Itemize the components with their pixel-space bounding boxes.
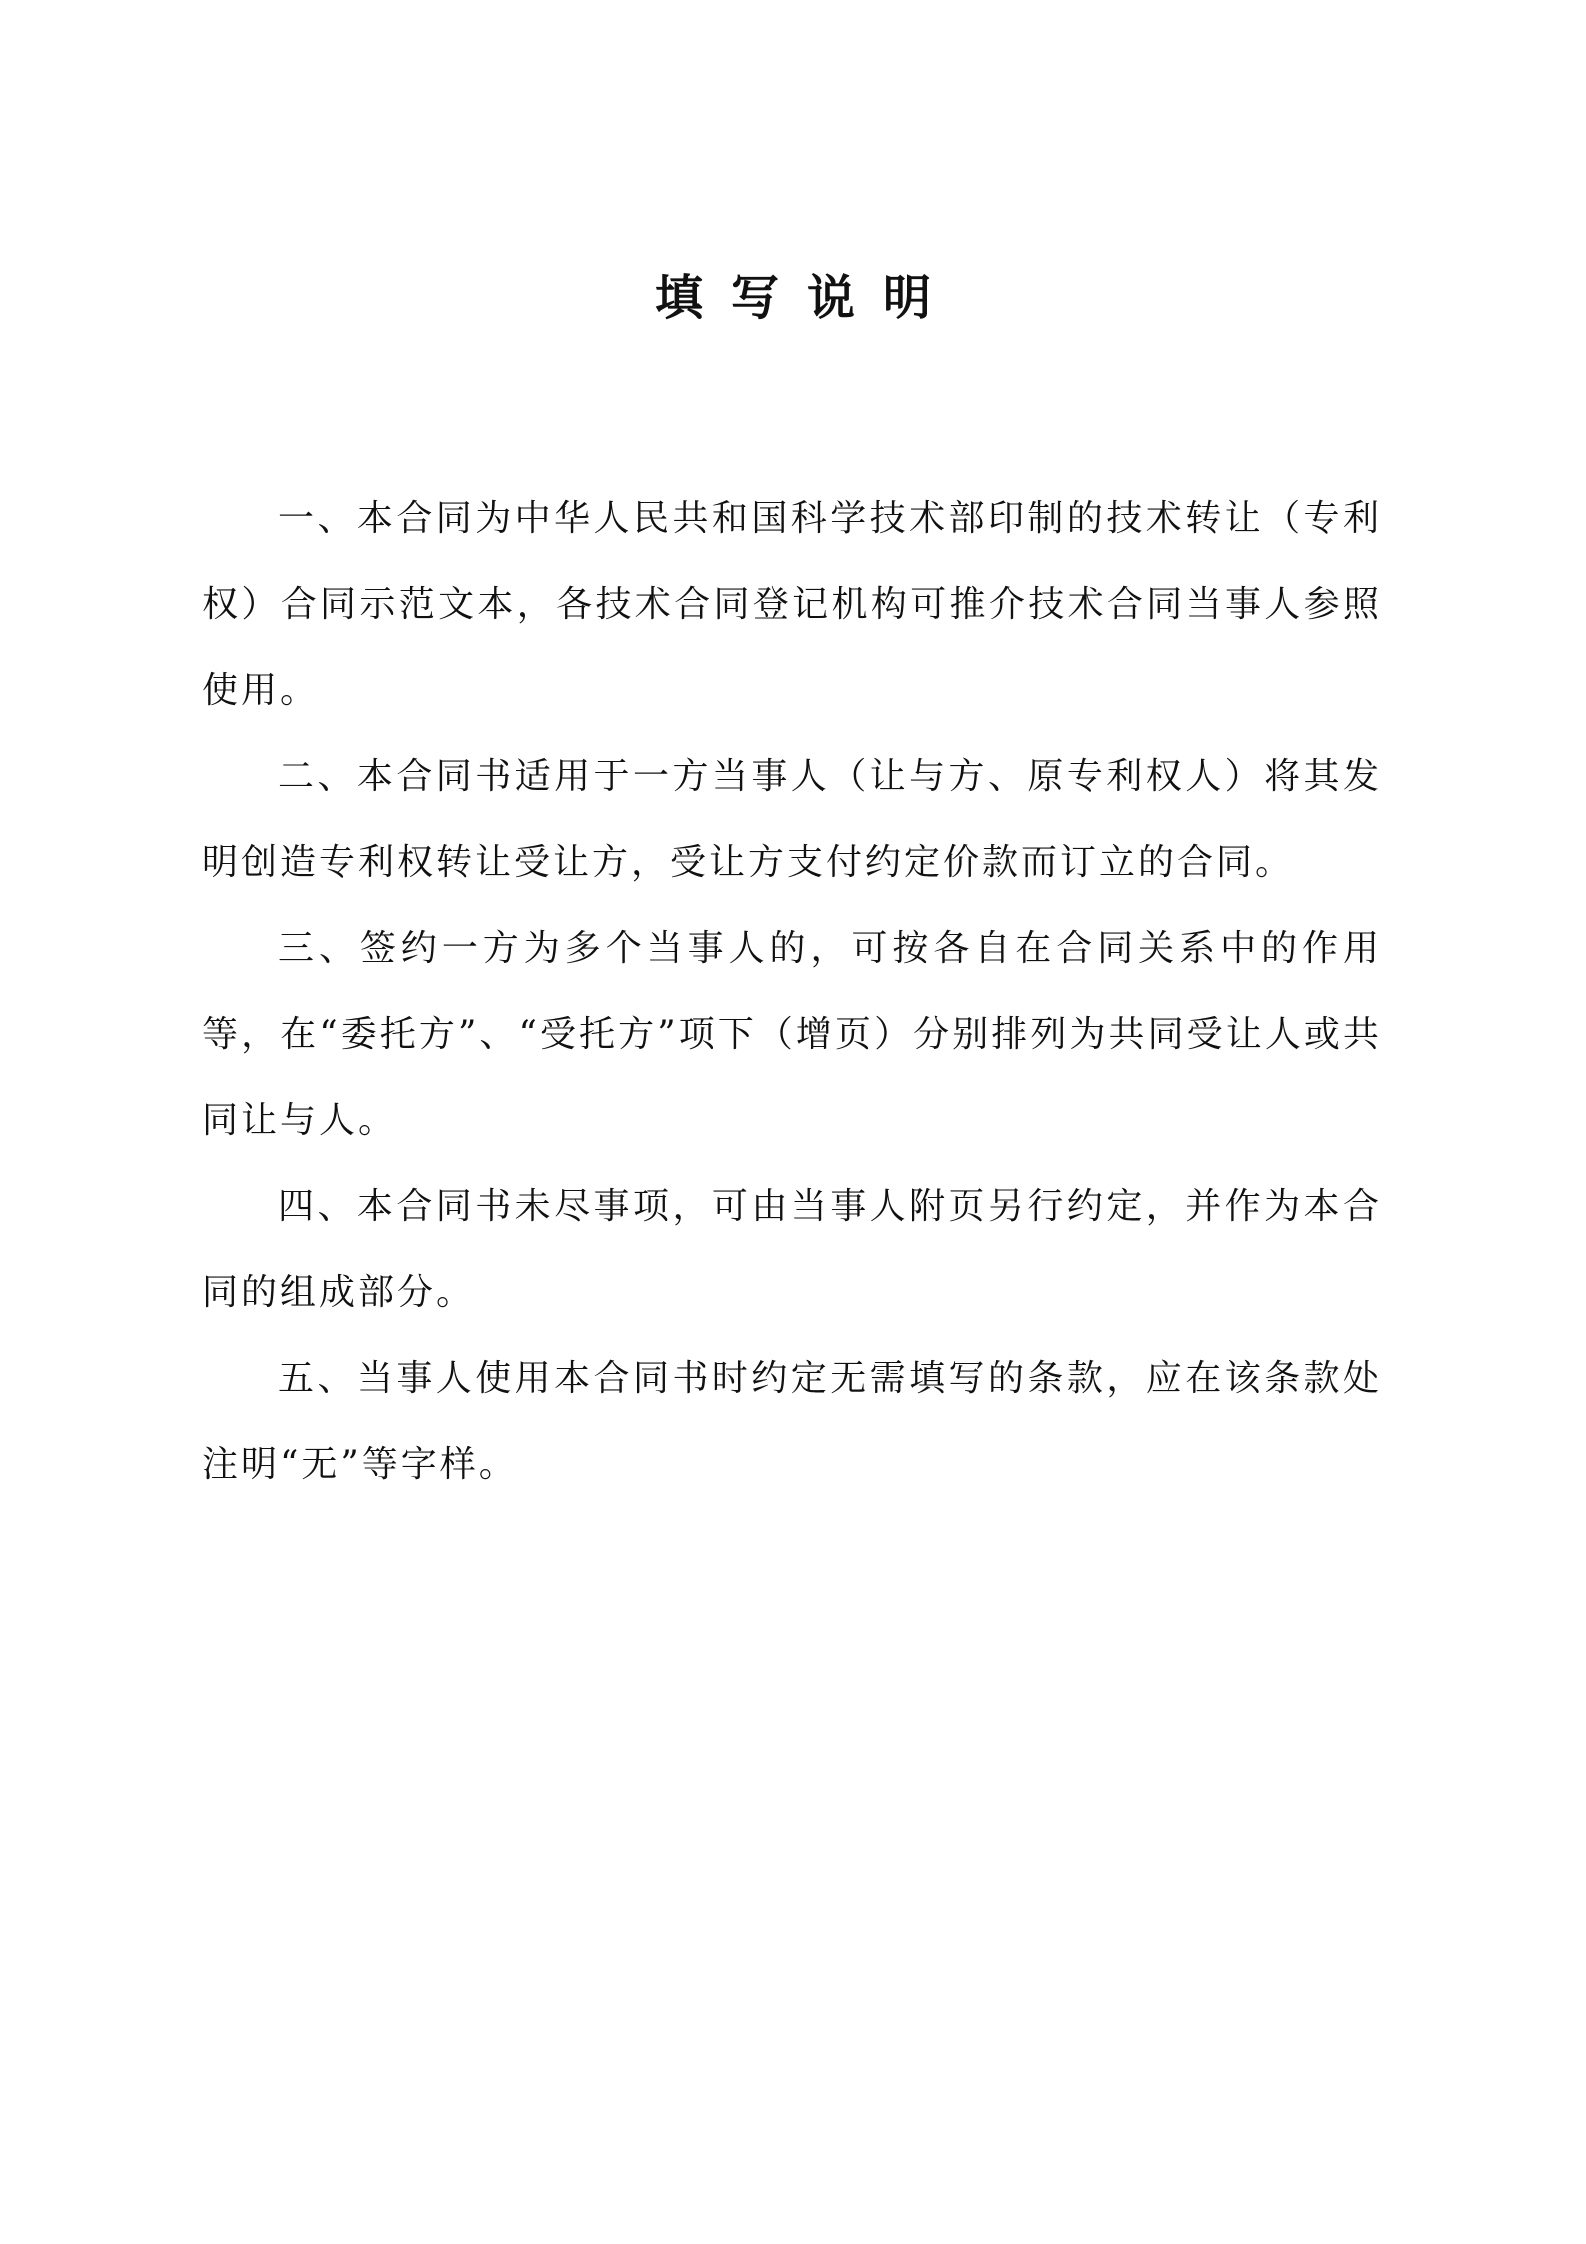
instruction-item-5: 五、当事人使用本合同书时约定无需填写的条款，应在该条款处注明“无”等字样。: [202, 1358, 1382, 1485]
instruction-item-2: 二、本合同书适用于一方当事人（让与方、原专利权人）将其发明创造专利权转让受让方，受让方支付约定价款而订立的合同。: [202, 756, 1382, 883]
instruction-item-4: 四、本合同书未尽事项，可由当事人附页另行约定，并作为本合同的组成部分。: [202, 1186, 1382, 1313]
instruction-item-3: 三、签约一方为多个当事人的，可按各自在合同关系中的作用等，在“委托方”、“受托方”项下（增页）分别排列为共同受让人或共同让与人。: [202, 928, 1382, 1141]
instructions-body: [202, 476, 1382, 1508]
page-title: 填写说明: [654, 270, 959, 326]
instruction-item-1: 一、本合同为中华人民共和国科学技术部印制的技术转让（专利权）合同示范文本，各技术合同登记机构可推介技术合同当事人参照使用。: [202, 498, 1382, 711]
